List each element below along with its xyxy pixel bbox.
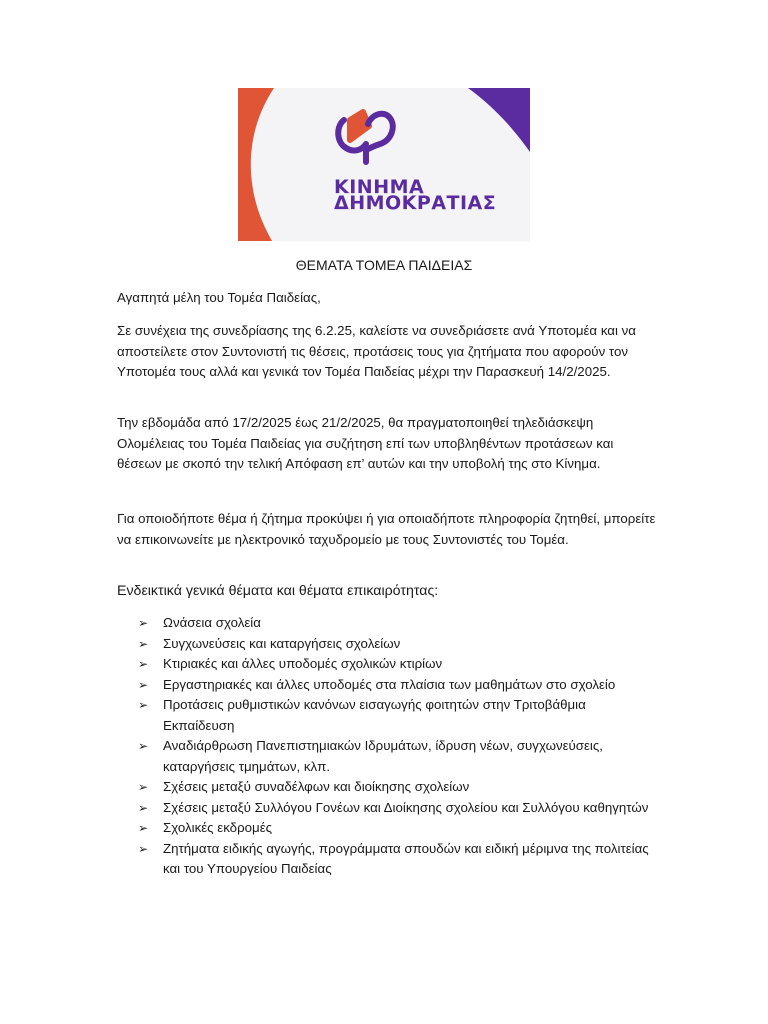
topics-heading: Ενδεικτικά γενικά θέματα και θέματα επικαιρότητας: bbox=[117, 583, 439, 599]
greeting: Αγαπητά μέλη του Τομέα Παιδείας, bbox=[117, 290, 321, 305]
topic-item bbox=[138, 634, 658, 655]
topic-text: Αναδιάρθρωση Πανεπιστημιακών Ιδρυμάτων, ίδρυση νέων, συγχωνεύσεις, καταργήσεις τμημάτων, κλπ. bbox=[163, 738, 603, 774]
topic-text: Συγχωνεύσεις και καταργήσεις σχολείων bbox=[163, 635, 401, 651]
topic-item bbox=[138, 675, 658, 696]
flower-symbol-icon bbox=[338, 112, 393, 162]
orange-arc-shape bbox=[238, 88, 274, 241]
logo-graphic bbox=[238, 88, 530, 241]
arrow-bullet-icon: ➢ bbox=[138, 657, 149, 671]
topic-text: Σχολικές εκδρομές bbox=[163, 820, 273, 835]
arrow-bullet-icon: ➢ bbox=[138, 841, 149, 856]
logo-text-line2: ΔΗΜΟΚΡΑΤΙΑΣ bbox=[334, 192, 497, 214]
topic-text: Σχέσεις μεταξύ συναδέλφων και διοίκησης σχολείων bbox=[163, 779, 470, 794]
topics-list bbox=[138, 613, 658, 880]
arrow-bullet-icon: ➢ bbox=[138, 677, 149, 692]
topic-text: Κτιριακές και άλλες υποδομές σχολικών κτιρίων bbox=[163, 656, 443, 671]
arrow-bullet-icon: ➢ bbox=[138, 800, 149, 815]
paragraph-contact: Για οποιοδήποτε θέμα ή ζήτημα προκύψει ή για οποιαδήποτε πληροφορία ζητηθεί, μπορείτε να επικοινωνείτε με ηλεκτρονικό ταχυδρομείο με τους Συντονιστές του Τομέα. bbox=[117, 511, 656, 547]
arrow-bullet-icon: ➢ bbox=[138, 636, 149, 651]
arrow-bullet-icon: ➢ bbox=[138, 821, 149, 835]
topic-item bbox=[138, 798, 658, 819]
topic-text: Εργαστηριακές και άλλες υποδομές στα πλαίσια των μαθημάτων στο σχολείο bbox=[163, 676, 616, 692]
topic-text: Σχέσεις μεταξύ Συλλόγου Γονέων και Διοίκησης σχολείου και Συλλόγου καθηγητών bbox=[163, 799, 649, 815]
document-title: ΘΕΜΑΤΑ ΤΟΜΕΑ ΠΑΙΔΕΙΑΣ bbox=[295, 257, 473, 273]
arrow-bullet-icon: ➢ bbox=[138, 780, 149, 794]
topic-item bbox=[138, 613, 658, 634]
topic-item bbox=[138, 654, 658, 675]
arrow-bullet-icon: ➢ bbox=[138, 616, 149, 630]
topic-text: Ωνάσεια σχολεία bbox=[163, 615, 261, 630]
arrow-bullet-icon: ➢ bbox=[138, 739, 149, 753]
topic-item bbox=[138, 777, 658, 798]
topic-item bbox=[138, 818, 658, 839]
topic-item bbox=[138, 695, 658, 736]
logo-text-line1: ΚΙΝΗΜΑ bbox=[334, 176, 425, 198]
purple-arc-shape bbox=[468, 88, 530, 152]
topic-text: Προτάσεις ρυθμιστικών κανόνων εισαγωγής φοιτητών στην Τριτοβάθμια Εκπαίδευση bbox=[163, 697, 586, 733]
topic-item bbox=[138, 839, 658, 880]
party-logo bbox=[238, 88, 530, 241]
paragraph-meeting: Σε συνέχεια της συνεδρίασης της 6.2.25, καλείστε να συνεδριάσετε ανά Υποτομέα και να αποστείλετε στον Συντονιστή τις θέσεις, προτάσεις τους για ζητήματα που αφορούν τον Υποτομέα τους αλλά και γενικά τον Τομέα Παιδείας μέχρι την Παρασκευή 14/2/2025. bbox=[117, 323, 636, 379]
paragraph-teleconference: Την εβδομάδα από 17/2/2025 έως 21/2/2025, θα πραγματοποιηθεί τηλεδιάσκεψη Ολομέλειας του Τομέα Παιδείας για συζήτηση επί των υποβληθέντων προτάσεων και θέσεων με σκοπό την τελική Απόφαση επ’ αυτών και την υποβολή της στο Κίνημα. bbox=[117, 415, 614, 471]
topic-item bbox=[138, 736, 658, 777]
topic-text: Ζητήματα ειδικής αγωγής, προγράμματα σπουδών και ειδική μέριμνα της πολιτείας και του Υπουργείου Παιδείας bbox=[163, 840, 649, 876]
arrow-bullet-icon: ➢ bbox=[138, 698, 149, 712]
